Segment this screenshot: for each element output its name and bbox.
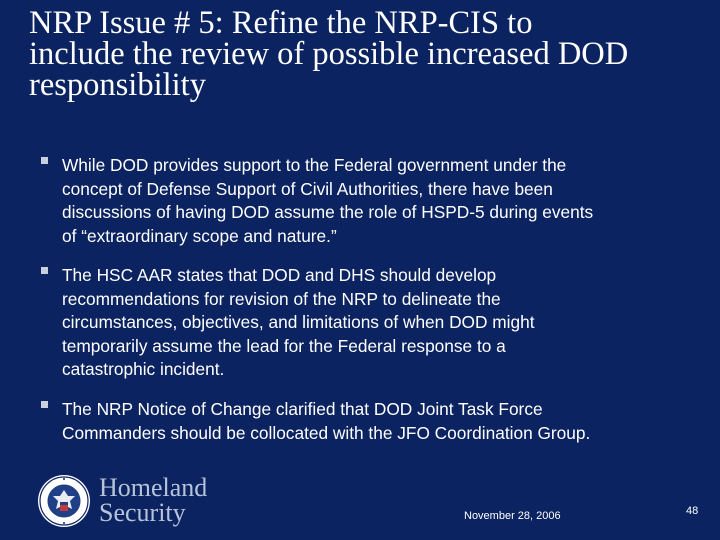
homeland-security-logo (99, 475, 207, 525)
slide-title (29, 5, 709, 103)
page-number: 48 (686, 505, 699, 517)
title-line-3: responsibility (29, 67, 206, 103)
bullet-text-line: recommendations for revision of the NRP to delineate the (62, 288, 501, 309)
bullet-item (41, 154, 593, 248)
bullet-text-line: The HSC AAR states that DOD and DHS should develop (62, 265, 497, 285)
square-bullet-icon (41, 401, 48, 408)
bullet-text-line: The NRP Notice of Change clarified that DOD Joint Task Force (62, 399, 543, 419)
title-line-2: include the review of possible increased DOD (29, 36, 629, 72)
logo-text-homeland: Homeland (99, 473, 208, 502)
title-line-1: NRP Issue # 5: Refine the NRP-CIS to (29, 5, 533, 41)
bullet-text-line: temporarily assume the lead for the Federal response to a (62, 335, 506, 356)
square-bullet-icon (41, 267, 48, 274)
bullet-item (41, 398, 590, 445)
bullet-text-line: concept of Defense Support of Civil Authorities, there have been (62, 178, 553, 199)
bullet-item (41, 264, 535, 382)
bullet-text-line: circumstances, objectives, and limitations of when DOD might (62, 312, 535, 333)
bullet-text-line: Commanders should be collocated with the JFO Coordination Group. (62, 422, 591, 443)
square-bullet-icon (41, 157, 48, 164)
bullet-text-line: discussions of having DOD assume the role of HSPD-5 during events (62, 202, 594, 223)
bullet-text-line: of “extraordinary scope and nature.” (62, 225, 337, 246)
footer-date: November 28, 2006 (464, 510, 561, 522)
bullet-text-line: While DOD provides support to the Federal government under the (62, 155, 567, 175)
logo-text-security: Security (99, 498, 186, 527)
bullet-text-line: catastrophic incident. (62, 359, 225, 380)
dhs-seal-icon (37, 474, 91, 528)
